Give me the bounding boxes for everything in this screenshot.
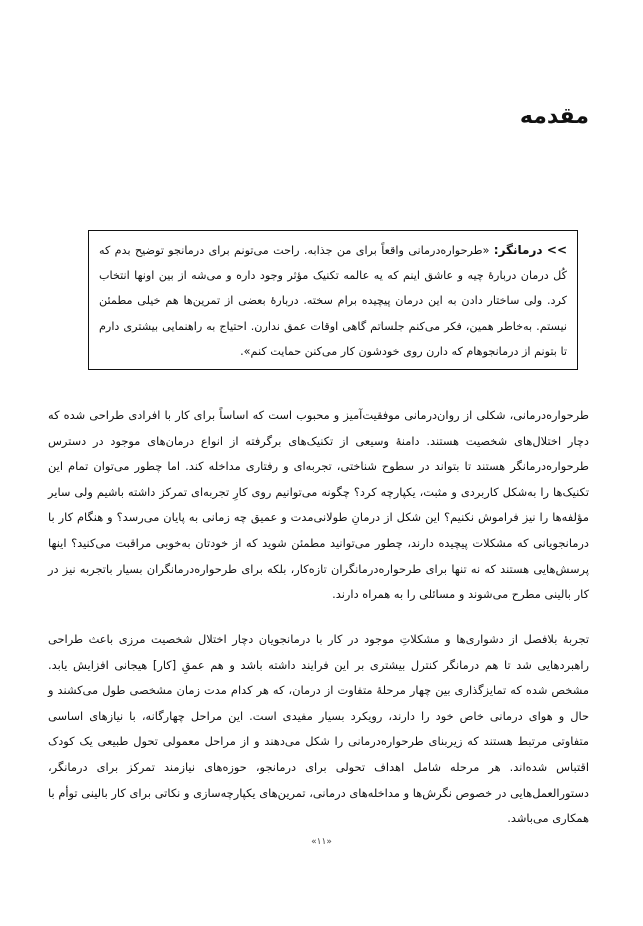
- body-paragraph-2: تجربهٔ بلافصل از دشواری‌ها و مشکلاتِ موجود در کار با درمانجویان دچار اختلال شخصیت مرزی باعث طراحی راهبردهایی شد تا هم درمانگر کنترل بیشتری بر این فرایند داشته باشد و هم عمقِ [کار] هیجانی افزایش یابد. مشخص شده که تمایزگذاری بین چهار مرحلهٔ متفاوت از درمان، که هر کدام مدت زمان مشخصی طول می‌کشند و حال و هوای درمانی خاص خود را دارند، رویکرد بسیار مفیدی است. این مراحل چهارگانه، با نیازهای اساسی متفاوتی مرتبط هستند که زیربنای طرحواره‌درمانی را شکل می‌دهند و از مراحل معمولی تحول طبیعی یک کودک اقتباس شده‌اند. هر مرحله شامل اهداف تحولی برای درمانجو، حوزه‌های نیازمند تمرکز برای درمانگر، دستورالعمل‌هایی در خصوص نگرش‌ها و مداخله‌های درمانی، تمرین‌های یکپارچه‌سازی و نکاتی برای کار بالینی توأم با همکاری می‌باشد.: [48, 632, 589, 826]
- chapter-title: مقدمه: [519, 104, 589, 129]
- therapist-quote-box: [88, 230, 578, 370]
- speaker-label: درمانگر:: [493, 243, 543, 257]
- quote-text: «طرحواره‌درمانی واقعاً برای من جذابه. راحت می‌تونم برای درمانجو توضیح بدم که کُل درمان دربارهٔ چیه و عاشق اینم که یه عالمه تکنیک مؤثر وجود داره و می‌شه از بین اونها انتخاب کرد. ولی ساختار دادن به این درمان پیچیده برام سخته. دربارهٔ بعضی از تمرین‌ها هم خیلی مطمئن نیستم. به‌خاطر همین، فکر می‌کنم جلساتم گاهی اوقات عمق ندارن. احتیاج به راهنمایی بیشتری دارم تا بتونم از درمانجوهام که دارن روی خودشون کار می‌کنن حمایت کنم».: [99, 244, 567, 358]
- page-number: «۱۱»: [311, 837, 332, 847]
- quote-marker: >>: [546, 243, 567, 257]
- body-paragraph-1: طرحواره‌درمانی، شکلی از روان‌درمانی موفقیت‌آمیز و محبوب است که اساساً برای کار با افرادی طراحی شده که دچار اختلال‌های شخصیت هستند. دامنهٔ وسیعی از تکنیک‌های برگرفته از انواع درمان‌های موجود در دسترس طرحواره‌درمانگر هستند تا بتواند در سطوح شناختی، تجربه‌ای و رفتاری مداخله کند. اما چطور می‌توان تمام این تکنیک‌ها را به‌شکل کاربردی و مثبت، یکپارچه کرد؟ چگونه می‌توانیم روی کارِ تجربه‌ای تمرکز داشته باشیم ولی سایر مؤلفه‌ها را نیز فراموش نکنیم؟ این شکل از درمانِ طولانی‌مدت و عمیق چه زمانی به پایان می‌رسد؟ و هنگام کار با درمانجویانی که مشکلات پیچیده دارند، چطور می‌توانید مطمئن شوید که از خودتان به‌خوبی مراقبت می‌کنید؟ اینها پرسش‌هایی هستند که نه تنها برای طرحواره‌درمانگران تازه‌کار، بلکه برای طرحواره‌درمانگران بسیار باتجربه نیز در کار بالینی مطرح می‌شوند و مسائلی را به همراه دارند.: [48, 408, 589, 602]
